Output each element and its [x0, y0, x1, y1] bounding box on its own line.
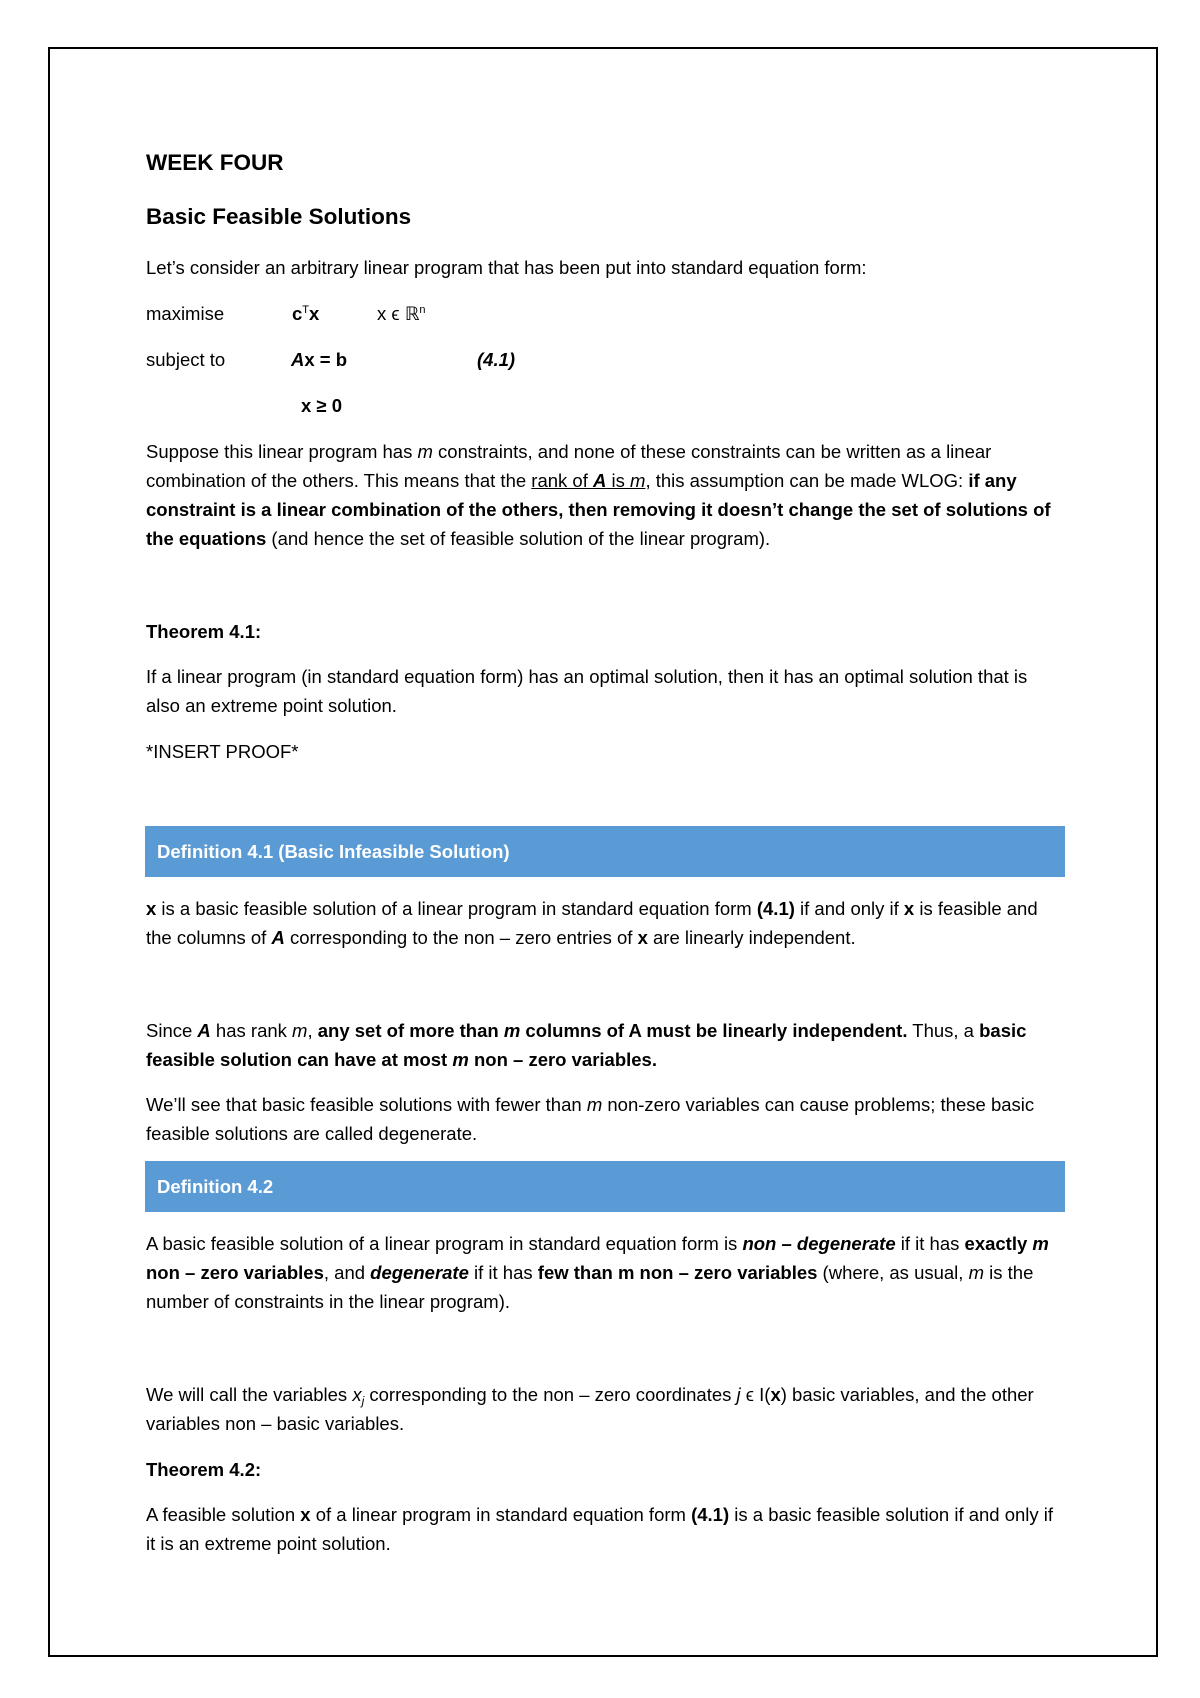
theorem-4-1-title: Theorem 4.1: [146, 621, 262, 642]
paragraph-basic-variables: We will call the variables $x_j$ corresponding to the non – zero coordinates j ϵ I(x) basic variables, and the other variables non – basic variables. [146, 1384, 1034, 1434]
section-title: Basic Feasible Solutions [146, 204, 412, 229]
variable-domain: x ϵ ℝ$^n$ [377, 303, 426, 324]
equation-label: (4.1) [477, 349, 516, 370]
intro-text: Let’s consider an arbitrary linear program that has been put into standard equation form: [146, 257, 867, 278]
subject-to-label: subject to [146, 349, 226, 370]
maximise-label: maximise [146, 303, 225, 324]
insert-proof-note: *INSERT PROOF* [146, 741, 299, 762]
theorem-4-2-text: A feasible solution x of a linear program in standard equation form (4.1) is a basic feasible solution if and only if it is an extreme point solution. [146, 1504, 1054, 1554]
paragraph-degenerate-intro: We’ll see that basic feasible solutions with fewer than m non-zero variables can cause problems; these basic feasible solutions are called degenerate. [146, 1094, 1035, 1144]
nonnegativity-constraint: x ≥ 0 [301, 395, 343, 416]
objective: $c^Tx$ [292, 303, 320, 324]
equality-constraint: Ax = b [291, 349, 348, 370]
paragraph-rank-m: Since A has rank m, any set of more than m columns of A must be linearly independent. Thus, a basic feasible solution can have at most m non – zero variables. [146, 1020, 1027, 1070]
week-heading: WEEK FOUR [146, 150, 284, 175]
definition-4-1-text: x is a basic feasible solution of a linear program in standard equation form (4.1) if and only if x is feasible and the columns of A corresponding to the non – zero entries of x are linearly independent. [146, 898, 1038, 948]
paragraph-rank-assumption: Suppose this linear program has m constraints, and none of these constraints can be written as a linear combination of the others. This means that the rank of A is m, this assumption can be made WLOG: if any constraint is a linear combination of the others, then removing it doesn’t change the set of solutions of the equations (and hence the set of feasible solution of the linear program). [146, 441, 1051, 549]
definition-4-2-header: Definition 4.2 [145, 1161, 1065, 1212]
theorem-4-1-text: If a linear program (in standard equation form) has an optimal solution, then it has an optimal solution that is also an extreme point solution. [146, 666, 1028, 716]
theorem-4-2-title: Theorem 4.2: [146, 1459, 262, 1480]
definition-4-2-text: A basic feasible solution of a linear program in standard equation form is non – degenerate if it has exactly m non – zero variables, and degenerate if it has few than m non – zero variables (where, as usual, m is the number of constraints in the linear program). [146, 1233, 1049, 1312]
definition-4-1-header: Definition 4.1 (Basic Infeasible Solution) [145, 826, 1065, 877]
